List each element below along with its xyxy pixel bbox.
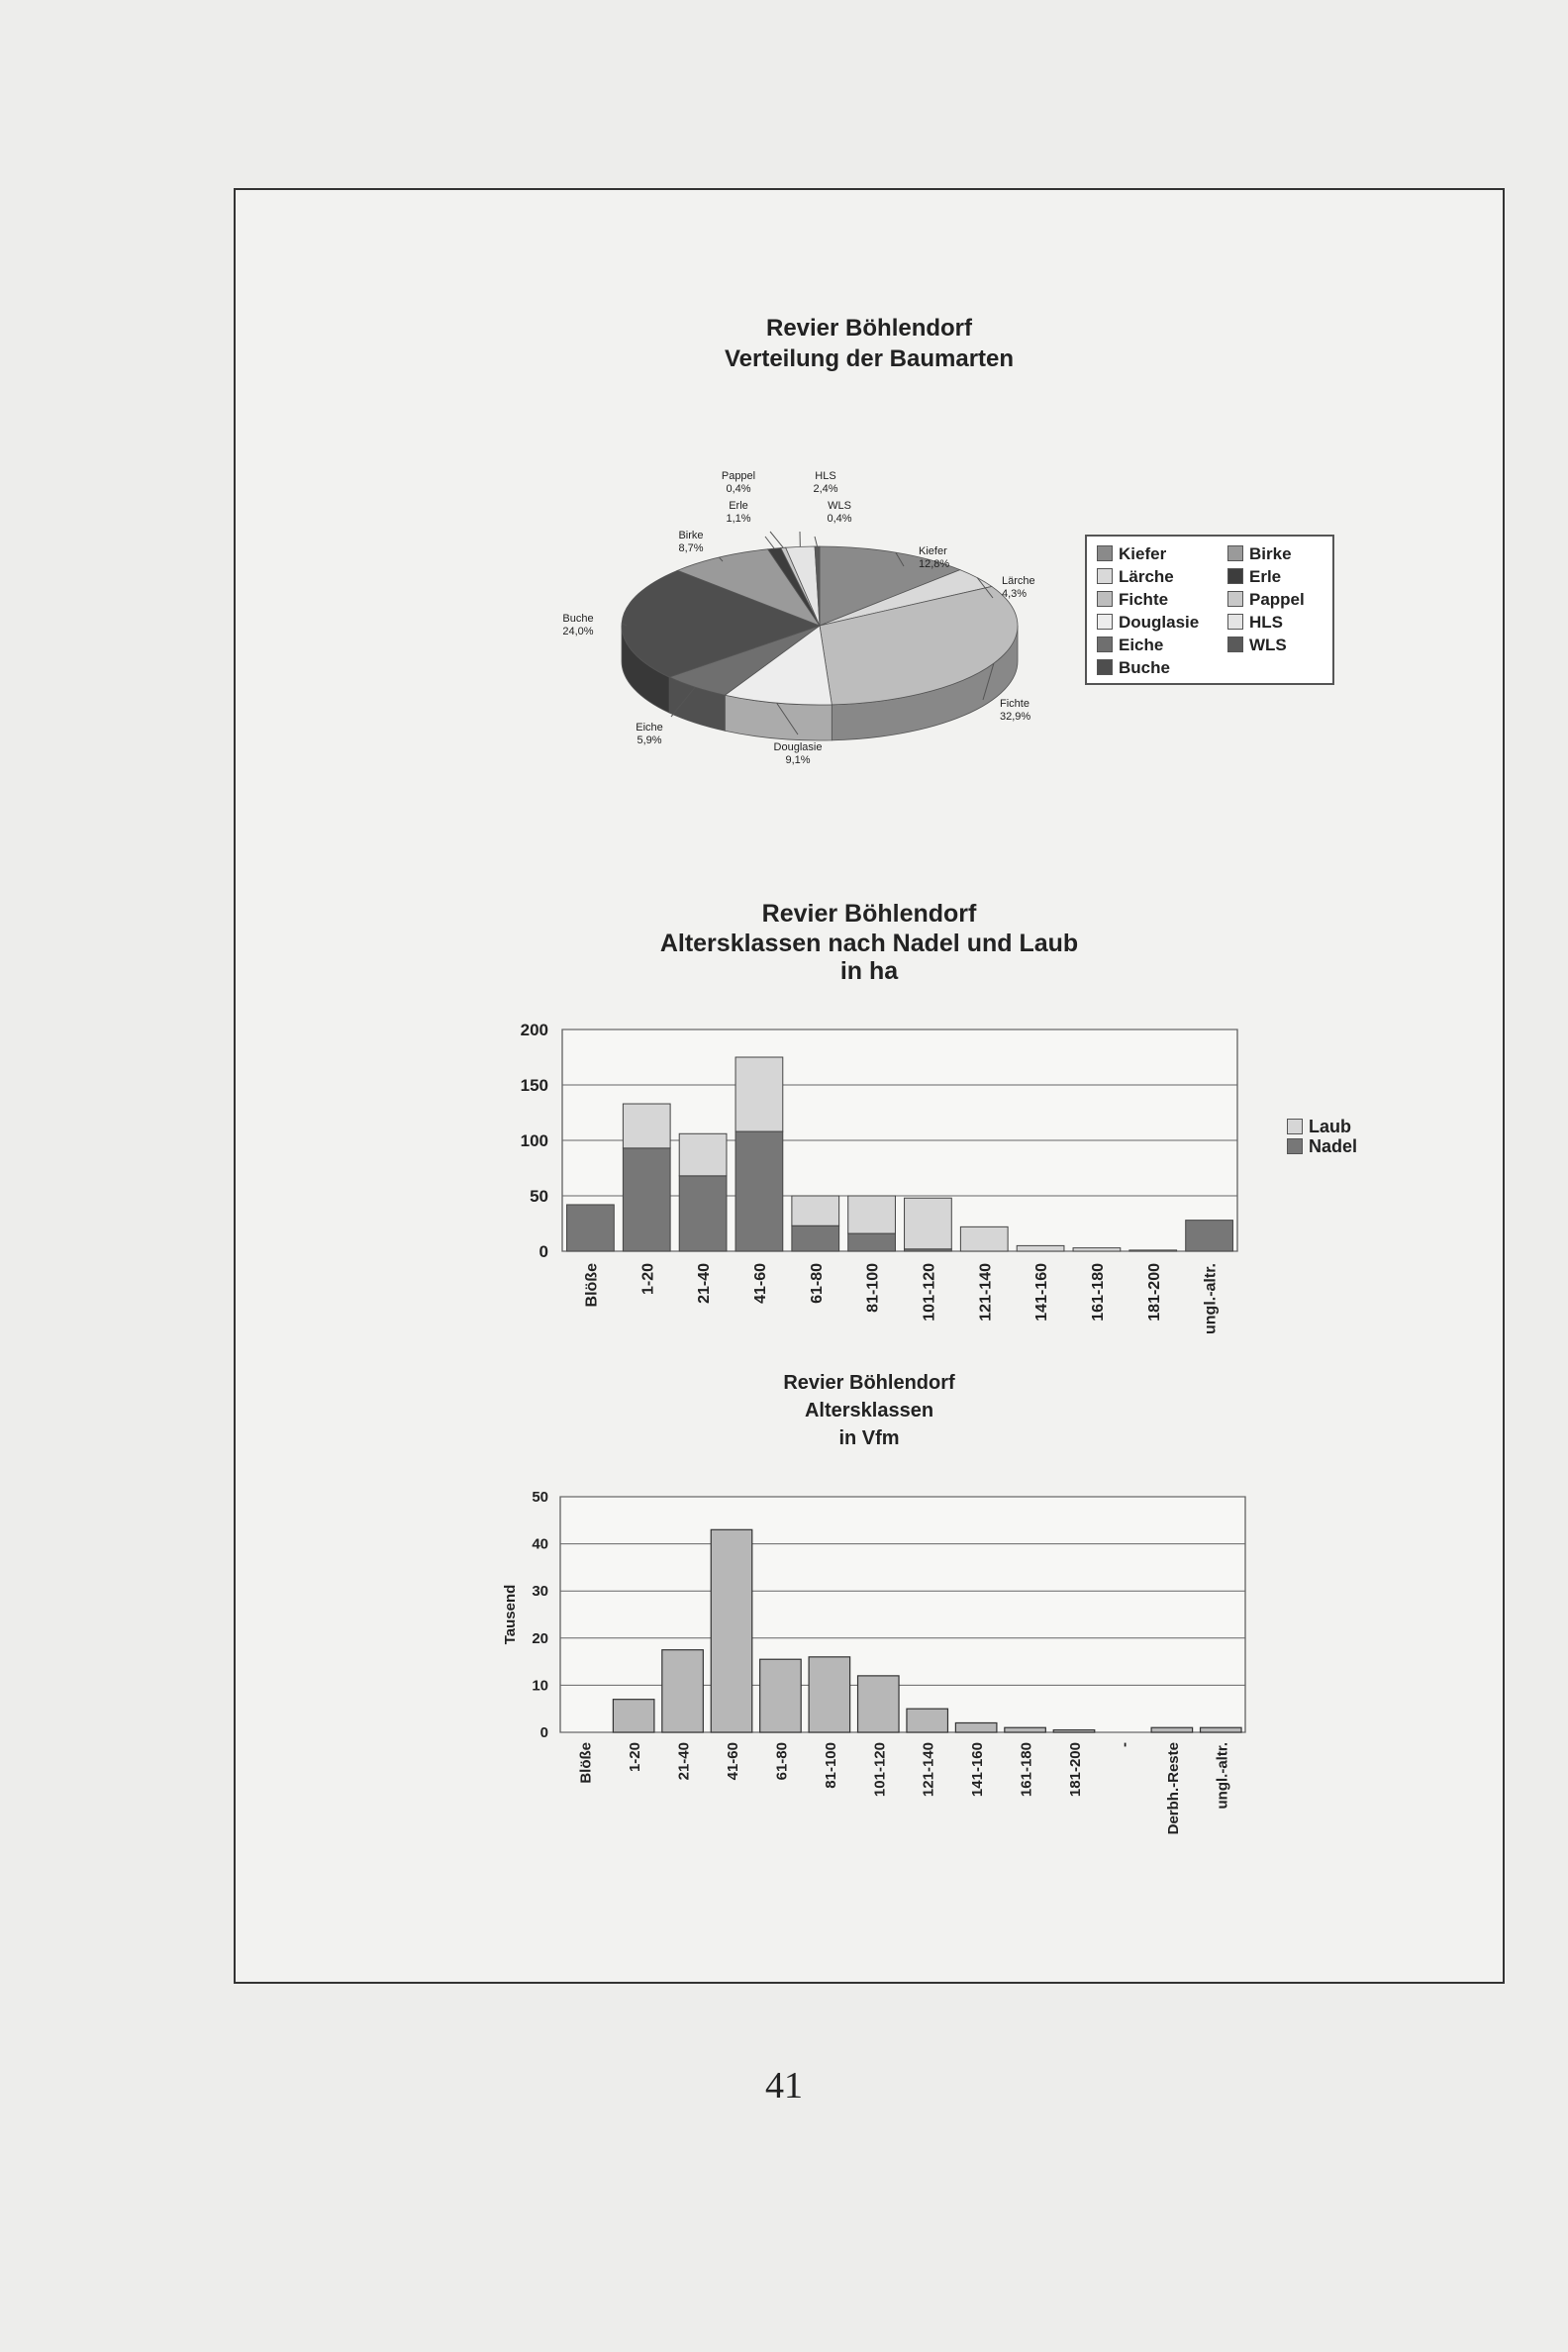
pie-label-birke: Birke xyxy=(678,530,704,541)
bar2-bar xyxy=(1151,1727,1193,1732)
bar1-title: Revier Böhlendorf xyxy=(761,900,977,928)
page-number: 41 xyxy=(765,2065,803,2107)
bar1-xtick: Blöße xyxy=(583,1263,601,1308)
pie-subtitle: Verteilung der Baumarten xyxy=(724,345,1015,372)
bar2-bar xyxy=(907,1709,948,1732)
bar2-xtick: - xyxy=(1116,1742,1133,1747)
bar1-xtick: 1-20 xyxy=(639,1263,657,1296)
bar2-xtick: 41-60 xyxy=(725,1742,741,1781)
bar2-xtick: 1-20 xyxy=(627,1742,644,1773)
bar2-xtick: 161-180 xyxy=(1018,1742,1035,1798)
bar2-bar xyxy=(809,1657,850,1732)
bar2-bar xyxy=(662,1650,704,1732)
bar1-xtick: 141-160 xyxy=(1033,1263,1051,1322)
bar2-ytick: 10 xyxy=(532,1677,548,1695)
legend-label: Birke xyxy=(1249,544,1292,563)
bar2-unit: in Vfm xyxy=(838,1427,900,1449)
legend-label: Pappel xyxy=(1249,590,1305,609)
bar1-xtick: ungl.-altr. xyxy=(1202,1263,1220,1334)
bar1-xtick: 121-140 xyxy=(977,1263,995,1322)
bar2-ytick: 0 xyxy=(539,1724,548,1741)
pie-value-buche: 24,0% xyxy=(562,626,594,637)
bar2-xtick: Blöße xyxy=(577,1742,595,1784)
legend-label: HLS xyxy=(1249,613,1283,632)
bar2-bar xyxy=(1053,1730,1095,1732)
bar2-bar xyxy=(1005,1727,1046,1732)
legend-label: Kiefer xyxy=(1119,544,1167,563)
bar2-bar xyxy=(760,1659,802,1732)
bar2-xtick: 181-200 xyxy=(1067,1742,1084,1798)
legend-label: WLS xyxy=(1249,636,1287,654)
bar2-bar xyxy=(711,1529,752,1732)
bar1-unit: in ha xyxy=(839,957,899,985)
legend-label: Lärche xyxy=(1119,567,1174,586)
bar1-ytick: 0 xyxy=(539,1242,548,1261)
bar2-xtick: 61-80 xyxy=(773,1742,791,1781)
pie-value-erle: 1,1% xyxy=(726,513,751,525)
bar2-bar xyxy=(858,1676,900,1732)
legend-label: Erle xyxy=(1249,567,1282,586)
legend-label: Fichte xyxy=(1119,590,1169,609)
bar1-xtick: 181-200 xyxy=(1145,1263,1163,1322)
pie-value-douglasie: 9,1% xyxy=(785,754,811,766)
pie-label-pappel: Pappel xyxy=(721,470,756,482)
figure-frame xyxy=(234,188,1505,1984)
pie-value-lärche: 4,3% xyxy=(1002,588,1028,600)
bar2-subtitle: Altersklassen xyxy=(804,1400,934,1421)
bar2-xtick: 21-40 xyxy=(675,1742,693,1781)
bar2-xtick: Derbh.-Reste xyxy=(1164,1742,1182,1835)
bar2-ylabel: Tausend xyxy=(502,1584,519,1645)
pie-value-hls: 2,4% xyxy=(813,483,838,495)
bar1-xtick: 81-100 xyxy=(864,1263,882,1313)
legend-label: Buche xyxy=(1119,658,1170,677)
bar2-bar xyxy=(955,1722,997,1732)
pie-title: Revier Böhlendorf xyxy=(765,315,973,342)
bar1-xtick: 41-60 xyxy=(751,1263,769,1304)
pie-label-fichte: Fichte xyxy=(1000,698,1029,710)
bar1-ytick: 100 xyxy=(520,1131,548,1150)
pie-value-fichte: 32,9% xyxy=(1000,711,1031,723)
pie-label-eiche: Eiche xyxy=(636,722,663,734)
pie-value-eiche: 5,9% xyxy=(637,735,662,746)
bar2-bar xyxy=(1201,1727,1242,1732)
pie-value-birke: 8,7% xyxy=(678,542,704,554)
pie-value-pappel: 0,4% xyxy=(726,483,751,495)
pie-value-wls: 0,4% xyxy=(827,513,852,525)
bar2-title: Revier Böhlendorf xyxy=(783,1372,955,1394)
bar2-xtick: 121-140 xyxy=(920,1742,937,1798)
bar1-xtick: 161-180 xyxy=(1089,1263,1107,1322)
bar2-xtick: 101-120 xyxy=(871,1742,889,1798)
bar-chart xyxy=(236,190,1503,1972)
legend-label: Laub xyxy=(1309,1117,1351,1136)
bar2-ytick: 50 xyxy=(532,1489,548,1506)
bar1-ytick: 50 xyxy=(530,1187,548,1206)
bar1-ytick: 200 xyxy=(520,1021,548,1039)
pie-label-kiefer: Kiefer xyxy=(919,545,947,557)
bar1-xtick: 101-120 xyxy=(921,1263,938,1322)
bar2-xtick: 141-160 xyxy=(969,1742,987,1798)
pie-label-wls: WLS xyxy=(828,500,851,512)
bar2-xtick: ungl.-altr. xyxy=(1214,1742,1231,1810)
pie-label-lärche: Lärche xyxy=(1002,575,1035,587)
legend-label: Eiche xyxy=(1119,636,1164,654)
bar2-ytick: 40 xyxy=(532,1535,548,1553)
bar1-xtick: 21-40 xyxy=(696,1263,714,1304)
pie-label-erle: Erle xyxy=(729,500,748,512)
pie-label-hls: HLS xyxy=(815,470,836,482)
pie-value-kiefer: 12,8% xyxy=(919,558,950,570)
bar1-ytick: 150 xyxy=(520,1076,548,1095)
legend-label: Nadel xyxy=(1309,1136,1358,1156)
bar1-subtitle: Altersklassen nach Nadel und Laub xyxy=(659,930,1079,957)
bar2-ytick: 30 xyxy=(532,1583,548,1601)
bar1-xtick: 61-80 xyxy=(808,1263,826,1304)
bar2-bar xyxy=(613,1700,654,1732)
legend-label: Douglasie xyxy=(1119,613,1200,632)
bar2-ytick: 20 xyxy=(532,1629,548,1647)
pie-label-douglasie: Douglasie xyxy=(773,741,823,753)
bar2-xtick: 81-100 xyxy=(822,1742,839,1789)
pie-label-buche: Buche xyxy=(562,613,594,625)
